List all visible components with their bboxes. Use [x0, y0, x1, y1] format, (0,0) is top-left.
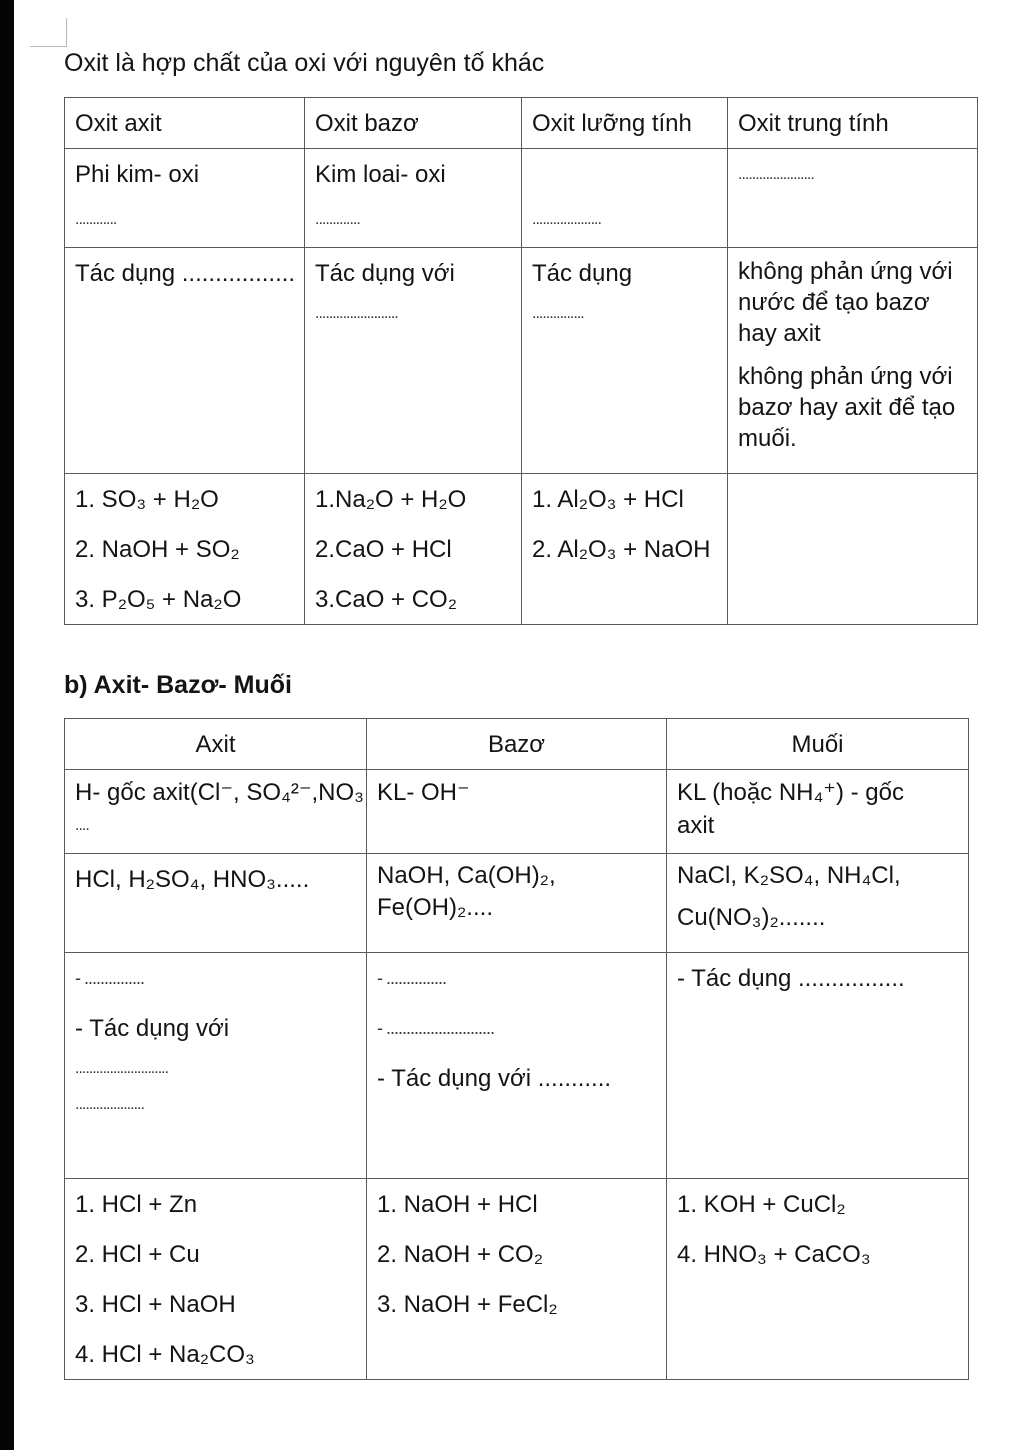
- oxit-axit-examples: 1. SO₃ + H₂O 2. NaOH + SO₂ 3. P₂O₅ + Na₂O: [65, 474, 305, 625]
- oxit-axit-composition: Phi kim- oxi ............: [65, 149, 305, 248]
- header-oxit-trung-tinh: Oxit trung tính: [728, 98, 978, 149]
- muoi-formulas: NaCl, K₂SO₄, NH₄Cl, Cu(NO₃)₂.......: [667, 854, 969, 953]
- oxit-luong-tinh-composition: ....................: [522, 149, 728, 248]
- axit-formulas: HCl, H₂SO₄, HNO₃.....: [65, 854, 367, 953]
- header-bazo: Bazơ: [367, 719, 667, 770]
- section-b-title: b) Axit- Bazơ- Muối: [64, 671, 292, 699]
- oxit-bazo-properties: Tác dụng với ........................: [305, 248, 522, 474]
- oxit-trung-tinh-note-1: không phản ứng với nước để tạo bazơ hay axit: [738, 258, 953, 347]
- oxit-luong-tinh-properties: Tác dụng ...............: [522, 248, 728, 474]
- muoi-composition: KL (hoặc NH₄⁺) - gốc axit: [667, 770, 969, 854]
- bazo-formulas: NaOH, Ca(OH)₂, Fe(OH)₂....: [367, 854, 667, 953]
- oxit-axit-properties: Tác dụng .................: [65, 248, 305, 474]
- oxit-bazo-composition: Kim loai- oxi .............: [305, 149, 522, 248]
- bazo-reactions: 1. NaOH + HCl 2. NaOH + CO₂ 3. NaOH + FeCl₂: [367, 1179, 667, 1380]
- left-dark-edge: [0, 0, 14, 1450]
- oxit-trung-tinh-properties: [728, 248, 978, 474]
- oxit-luong-tinh-examples: 1. Al₂O₃ + HCl 2. Al₂O₃ + NaOH: [522, 474, 728, 625]
- oxide-table-row-composition: [65, 149, 978, 248]
- acid-base-salt-row-examples-formula: [65, 854, 969, 953]
- bazo-properties: - ............... - ........................... - Tác dụng với ...........: [367, 953, 667, 1179]
- muoi-properties: - Tác dụng ................: [667, 953, 969, 1179]
- axit-properties: - ............... - Tác dụng với ........................... ....................: [65, 953, 367, 1179]
- bazo-composition: KL- OH⁻: [367, 770, 667, 854]
- intro-text: Oxit là hợp chất của oxi với nguyên tố khác: [64, 49, 545, 77]
- acid-base-salt-header-row: [65, 719, 969, 770]
- acid-base-salt-row-composition: [65, 770, 969, 854]
- header-oxit-bazo: Oxit bazơ: [305, 98, 522, 149]
- header-axit: Axit: [65, 719, 367, 770]
- axit-reactions: 1. HCl + Zn 2. HCl + Cu 3. HCl + NaOH 4. HCl + Na₂CO₃: [65, 1179, 367, 1380]
- axit-composition: H- gốc axit(Cl⁻, SO₄²⁻,NO₃ ....: [65, 770, 367, 854]
- acid-base-salt-table: [64, 718, 969, 1380]
- acid-base-salt-row-properties: [65, 953, 969, 1179]
- oxide-table: [64, 97, 978, 625]
- header-muoi: Muối: [667, 719, 969, 770]
- oxit-trung-tinh-note-2: không phản ứng với bazơ hay axit để tạo muối.: [738, 363, 956, 452]
- oxide-table-row-examples: [65, 474, 978, 625]
- header-oxit-axit: Oxit axit: [65, 98, 305, 149]
- page-corner-mark: [30, 18, 67, 47]
- oxide-table-row-properties: [65, 248, 978, 474]
- oxit-bazo-examples: 1.Na₂O + H₂O 2.CaO + HCl 3.CaO + CO₂: [305, 474, 522, 625]
- oxit-trung-tinh-examples: [728, 474, 978, 625]
- acid-base-salt-row-reactions: [65, 1179, 969, 1380]
- oxit-trung-tinh-composition: ......................: [728, 149, 978, 248]
- oxide-table-header-row: [65, 98, 978, 149]
- muoi-reactions: 1. KOH + CuCl₂ 4. HNO₃ + CaCO₃: [667, 1179, 969, 1380]
- header-oxit-luong-tinh: Oxit lưỡng tính: [522, 98, 728, 149]
